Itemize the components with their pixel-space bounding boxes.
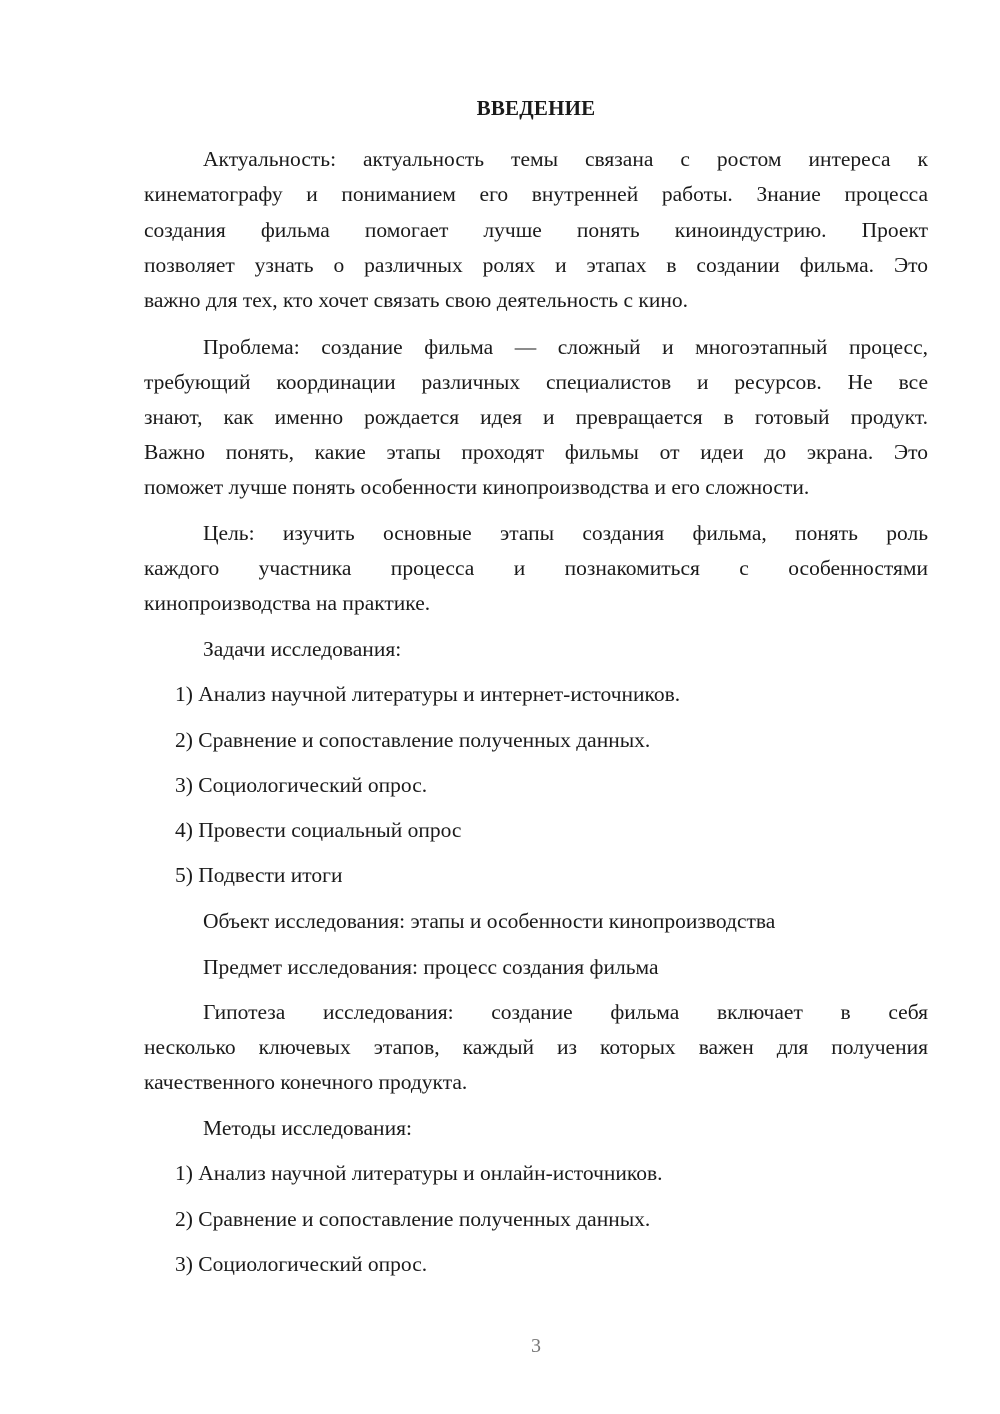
list-item: 3) Социологический опрос.: [175, 1252, 428, 1276]
page-number: 3: [531, 1335, 541, 1357]
list-item: 4) Провести социальный опрос: [175, 818, 462, 842]
paragraph-line: кинопроизводства на практике.: [144, 591, 431, 615]
methods-heading: Методы исследования:: [203, 1116, 412, 1140]
paragraph-line: поможет лучше понять особенности кинопроизводства и его сложности.: [144, 475, 810, 499]
list-item: 2) Сравнение и сопоставление полученных данных.: [175, 728, 651, 752]
list-item: 3) Социологический опрос.: [175, 773, 428, 797]
paragraph-line: качественного конечного продукта.: [144, 1070, 468, 1094]
paragraph-line: позволяет узнать о различных ролях и этапах в создании фильма. Это: [144, 253, 928, 277]
research-subject: Предмет исследования: процесс создания фильма: [203, 955, 659, 979]
paragraph-line: создания фильма помогает лучше понять киноиндустрию. Проект: [144, 218, 928, 242]
paragraph-line: Гипотеза исследования: создание фильма включает в себя: [203, 1000, 928, 1024]
paragraph-line: важно для тех, кто хочет связать свою деятельность с кино.: [144, 288, 688, 312]
list-item: 5) Подвести итоги: [175, 863, 343, 887]
paragraph-line: знают, как именно рождается идея и превращается в готовый продукт.: [144, 405, 928, 429]
paragraph-line: Важно понять, какие этапы проходят фильмы от идеи до экрана. Это: [144, 440, 928, 464]
paragraph-line: Цель: изучить основные этапы создания фильма, понять роль: [203, 521, 928, 545]
paragraph-line: Актуальность: актуальность темы связана с ростом интереса к: [203, 147, 928, 171]
paragraph-line: несколько ключевых этапов, каждый из которых важен для получения: [144, 1035, 928, 1059]
paragraph-line: Проблема: создание фильма — сложный и многоэтапный процесс,: [203, 335, 928, 359]
tasks-heading: Задачи исследования:: [203, 637, 402, 661]
list-item: 2) Сравнение и сопоставление полученных данных.: [175, 1207, 651, 1231]
paragraph-line: каждого участника процесса и познакомиться с особенностями: [144, 556, 928, 580]
research-object: Объект исследования: этапы и особенности кинопроизводства: [203, 909, 776, 933]
paragraph-line: кинематографу и пониманием его внутренней работы. Знание процесса: [144, 182, 928, 206]
list-item: 1) Анализ научной литературы и интернет-источников.: [175, 682, 681, 706]
paragraph-line: требующий координации различных специалистов и ресурсов. Не все: [144, 370, 928, 394]
list-item: 1) Анализ научной литературы и онлайн-источников.: [175, 1161, 663, 1185]
page-title: ВВЕДЕНИЕ: [476, 96, 596, 120]
